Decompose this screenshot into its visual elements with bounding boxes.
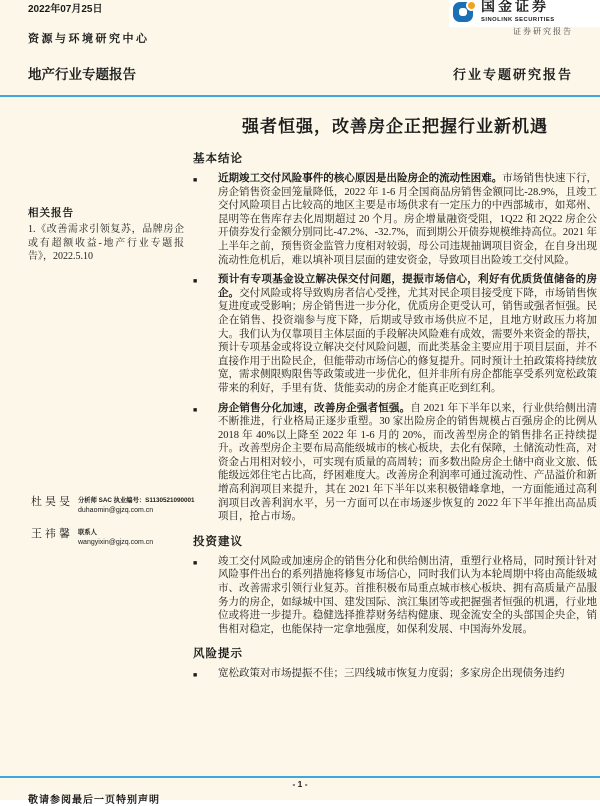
bullet-paragraph (218, 667, 565, 683)
bullet-square-icon: ■ (193, 176, 198, 184)
bullet-lead: 房企销售分化加速，改善房企强者恒强。 (218, 402, 411, 414)
section-heading-risks: 风险提示 (193, 648, 243, 661)
bullet-item (193, 555, 597, 637)
section-heading-conclusions: 基本结论 (193, 153, 243, 165)
logo-orange-dot-icon (466, 0, 477, 11)
brand-logo (449, 0, 600, 27)
report-date: 2022年07月25日 (28, 4, 103, 15)
bullet-lead: 近期竣工交付风险事件的核心原因是出险房企的流动性困难。 (218, 173, 503, 184)
bullet-paragraph (218, 402, 597, 524)
bullet-item (193, 172, 597, 267)
analyst-role: 分析师 SAC 执业编号：S1130521090001 (78, 497, 195, 504)
report-type: 地产行业专题报告 (28, 67, 136, 82)
related-reports-title: 相关报告 (28, 208, 74, 219)
analyst-meta (78, 525, 153, 546)
report-category: 行业专题研究报告 (452, 67, 573, 82)
bullet-paragraph (218, 172, 597, 267)
analyst-email: wangyixin@gjzq.com.cn (78, 539, 154, 546)
analyst-name: 王祎馨 (31, 528, 73, 540)
bullet-body: 竣工交付风险或加速房企的销售分化和供给侧出清，重塑行业格局，同时预计针对风险事件出台的系列措施将修复市场信心，同时我们认为本轮周期中将由高能级城市、改善需求引领行业复苏。首推积极布局重点城市核心板块、拥有高质量产品服务力的房企，如绿城中国、建发国际、滨江集团等或把握强者恒强的机遇，行业地位或将进一步提升。稳健选择推荐财务结构健康、现金流安全的头部国企央企，销售相对稳定，也能保持一定拿地强度，如保利发展、中国海外发展。 (218, 555, 597, 635)
footer-disclaimer: 敬请参阅最后一页特别声明 (28, 795, 160, 806)
brand-text (481, 1, 555, 24)
analyst-name: 杜昊旻 (31, 496, 73, 508)
sinolink-logo-icon (453, 1, 475, 23)
footer-divider (0, 776, 600, 778)
bullet-item (193, 273, 597, 395)
report-title: 强者恒强，改善房企正把握行业新机遇 (242, 117, 548, 136)
brand-name-en: SINOLINK SECURITIES (481, 17, 555, 23)
bullet-square-icon: ■ (193, 277, 198, 286)
bullet-body: 自 2021 年下半年以来，行业供给侧出清不断推进，行业格局正逐步重塑。30 家出险房企的销售规模占百强房企的比例从 2018 年 40%以上降至 2022 年 1-6 月的 20%，而改善型房企的销售排名正持续提升。改善型房企主要布局高能级城市的核心板块，去化有保障，土储流动性高，对资金占用相对较小，可实现有质量的高周转；而多数出险房企土储中商业文旅、低能级远郊住宅占比高，纾困难度大。改善房企利润率可通过流动性、产品溢价和新增高利润项目来提升，其在 2021 年下半年以来积极错峰拿地，一方面能通过高利润项目改善利润水平，另一方面可以在市场逐步恢复的 2022 年下半年推出高品质项目，抢占市场。 (218, 402, 598, 523)
brand-name-cn: 国金证券 (481, 0, 549, 15)
analyst-email: duhaomin@gjzq.com.cn (78, 507, 154, 514)
bullet-item (193, 402, 597, 524)
bullet-body: 市场销售快速下行，房企销售资金回笼量降低，2022 年 1-6 月全国商品房销售金额同比-28.9%，且竣工交付风险项目占比较高的地区主要是市场供求有一定压力的中西部城市，如郑州、昆明等在售库存去化周期超过 20 个月。房企增量融资受阻，1Q22 和 2Q22 房企公开债券发行金额分别同比-47.2%、-32.7%，而到期公开债券规模维持高位。2021 年上半年之前，预售资金监管力度相对较弱，母公司违规抽调项目资金，在自身出现流动性危机后，难以填补项目层面的建安资金，导致项目出险竣工交付风险。 (218, 173, 598, 266)
analyst-row (31, 493, 196, 514)
research-center: 资源与环境研究中心 (28, 33, 150, 45)
main-content (193, 112, 597, 689)
related-reports (28, 205, 184, 264)
analyst-block (31, 493, 196, 557)
analyst-meta (78, 493, 195, 514)
bullet-square-icon: ■ (193, 671, 198, 680)
brand-tagline: 证券研究报告 (513, 27, 573, 36)
header-divider (0, 95, 600, 97)
page-number: - 1 - (292, 779, 308, 789)
bullet-square-icon: ■ (193, 405, 198, 414)
analyst-row (31, 525, 196, 546)
related-report-item: 1.《改善需求引领复苏，品牌房企或有超额收益-地产行业专题报告》，2022.5.10 (28, 224, 184, 262)
bullet-square-icon: ■ (193, 558, 198, 567)
bullet-paragraph (218, 273, 597, 395)
bullet-paragraph (218, 555, 597, 637)
bullet-item (193, 667, 597, 683)
bullet-lead: 预计有专项基金设立解决保交付问题，提振市场信心，利好有优质货值储备的房企。 (218, 274, 597, 299)
section-heading-investment: 投资建议 (193, 535, 243, 548)
bullet-body: 交付风险或将导致购房者信心受挫，尤其对民企项目接受度下降，市场销售恢复进度或受影响；房企销售进一步分化，优质房企更受认可，销售或强者恒强。民企在销售、投资端参与度下降，后期或导致市场供应不足，且地方财政压力将加大。我们认为仅靠项目主体层面的手段解决风险难有成效，需要外来资金的帮扶，预计专项基金或将设立解决交付风险问题，而此类基金主要应用于项目层面，并不直接作用于出险民企，但能带动市场信心的修复提升。同时预计土拍政策将持续放宽，需求侧限购限售等政策或进一步优化，但并非所有房企都能享受系列宽松政策带来的利好，手里有货、货能卖动的房企才能真正吃到红利。 (218, 287, 598, 394)
analyst-role: 联系人 (78, 529, 97, 536)
bullet-body: 宽松政策对市场提振不佳；三四线城市恢复力度弱；多家房企出现债务违约 (218, 668, 565, 680)
